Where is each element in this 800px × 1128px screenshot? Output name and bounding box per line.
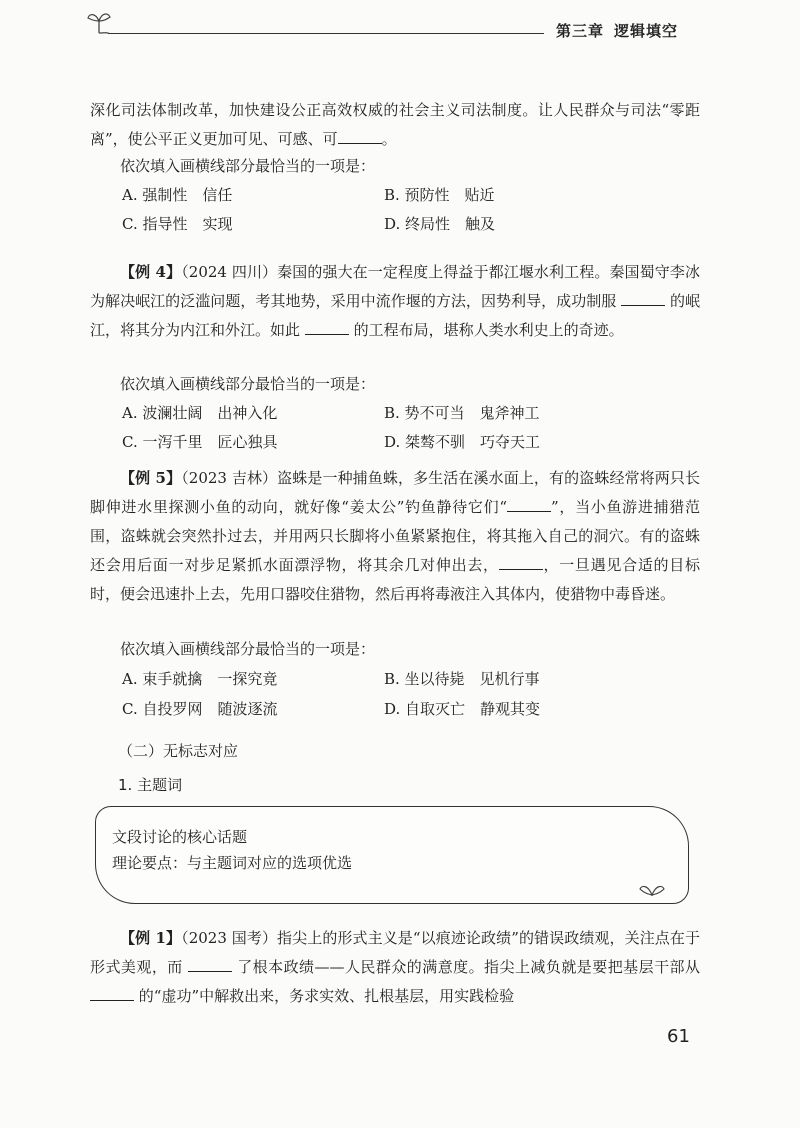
- answer-blank: [305, 320, 349, 335]
- example-tag: 【例 5】: [120, 469, 182, 487]
- chapter-heading: [556, 20, 688, 41]
- page-number: 61: [667, 1026, 690, 1047]
- theory-box: [95, 806, 689, 904]
- example-1-text: 【例 1】（2023 国考）指尖上的形式主义是“以痕迹论政绩”的错误政绩观，关注点在于形式美观，而 了根本政绩——人民群众的满意度。指尖上减负就是要把基层干部从 的“虚功”中解救出来，务求实效、扎根基层，用实践检验: [90, 929, 700, 1005]
- option-a: A. 束手就擒 一探究竟: [122, 670, 278, 688]
- example-4-text: 【例 4】（2024 四川）秦国的强大在一定程度上得益于都江堰水利工程。秦国蜀守李冰为解决岷江的泛滥问题，考其地势，采用中流作堰的方法，因势利导，成功制服 的岷江，将其分为内江和外江。如此 的工程布局，堪称人类水利史上的奇迹。: [90, 263, 700, 339]
- option-d: D. 终局性 触及: [384, 215, 496, 233]
- option-b: B. 坐以待毙 见机行事: [384, 670, 540, 688]
- header-rule: [108, 33, 544, 34]
- example-tag: 【例 4】: [120, 263, 182, 281]
- answer-blank: [507, 497, 551, 512]
- option-c: C. 一泻千里 匠心独具: [122, 433, 278, 451]
- example-tag: 【例 1】: [120, 929, 182, 947]
- option-c: C. 指导性 实现: [122, 215, 233, 233]
- option-a: A. 波澜壮阔 出神入化: [122, 404, 278, 422]
- option-b: B. 预防性 贴近: [384, 186, 495, 204]
- answer-blank: [621, 291, 665, 306]
- leaf-decoration-icon: [638, 881, 666, 897]
- answer-blank: [499, 555, 543, 570]
- sprout-leaf-icon: [86, 10, 112, 34]
- example-4-question: 依次填入画横线部分最恰当的一项是：: [120, 375, 376, 393]
- option-d: D. 自取灭亡 静观其变: [384, 700, 541, 718]
- chapter-number: 第三章: [556, 22, 605, 40]
- example-5-text: 【例 5】（2023 吉林）盗蛛是一种捕鱼蛛，多生活在溪水面上，有的盗蛛经常将两只长脚伸进水里探测小鱼的动向，就好像“姜太公”钓鱼静待它们“ ”，当小鱼游进捕猎范围，盗蛛就会突然扑过去，并用两只长脚将小鱼紧紧抱住，将其拖入自己的洞穴。有的盗蛛还会用后面一对步足紧抓水面漂浮物，将其余几对伸出去， ，一旦遇见合适的目标时，便会迅速扑上去，先用口器咬住猎物，然后再将毒液注入其体内，使猎物中毒昏迷。: [90, 469, 700, 603]
- box-topic: 文段讨论的核心话题: [112, 828, 248, 846]
- prev-example-text: 深化司法体制改革，加快建设公正高效权威的社会主义司法制度。让人民群众与司法“零距离”，使公平正义更加可见、可感、可 。: [90, 101, 700, 148]
- option-a: A. 强制性 信任: [122, 186, 233, 204]
- subsection-heading: 1. 主题词: [118, 776, 183, 794]
- answer-blank: [338, 129, 382, 144]
- chapter-title: 逻辑填空: [614, 22, 679, 40]
- option-b: B. 势不可当 鬼斧神工: [384, 404, 540, 422]
- prev-question: 依次填入画横线部分最恰当的一项是：: [120, 157, 376, 175]
- answer-blank: [188, 957, 232, 972]
- option-c: C. 自投罗网 随波逐流: [122, 700, 278, 718]
- section-heading: （二）无标志对应: [118, 742, 239, 760]
- answer-blank: [90, 986, 134, 1001]
- example-5-question: 依次填入画横线部分最恰当的一项是：: [120, 640, 376, 658]
- option-d: D. 桀骜不驯 巧夺天工: [384, 433, 541, 451]
- box-key-point: 理论要点：与主题词对应的选项优选: [112, 854, 353, 872]
